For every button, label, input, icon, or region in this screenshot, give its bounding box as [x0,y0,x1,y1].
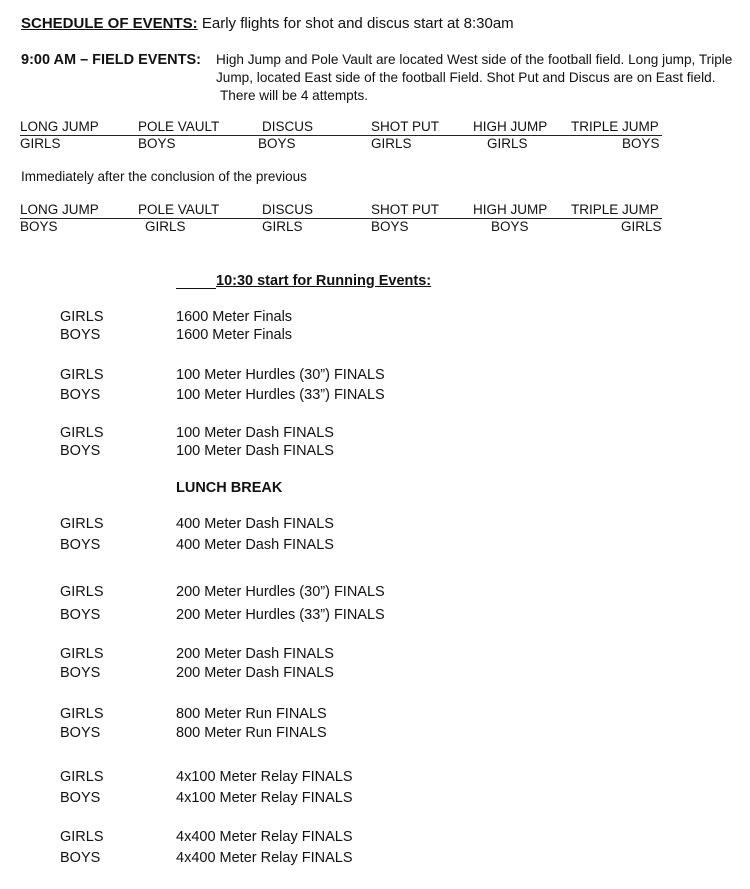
flight1-gender-triple-jump: BOYS [622,136,660,151]
field-desc-line-2: Jump, located East side of the football Field. Shot Put and Discus are on East field. [216,70,716,85]
group1-event-2: 1600 Meter Finals [176,327,293,343]
flight1-gender-pole-vault: BOYS [138,136,176,151]
group7-event-2: 800 Meter Run FINALS [176,725,327,741]
flight2-event-shot-put: SHOT PUT [371,202,440,217]
group7-gender-1: GIRLS [60,706,104,722]
group5-event-1: 200 Meter Hurdles (30”) FINALS [176,584,385,600]
group3-gender-2: BOYS [60,443,101,459]
field-desc-line-3: There will be 4 attempts. [220,88,369,103]
group8-gender-2: BOYS [60,790,101,806]
group5-gender-1: GIRLS [60,584,104,600]
group9-gender-2: BOYS [60,850,101,866]
group1-gender-2: BOYS [60,327,101,343]
group4-gender-2: BOYS [60,537,101,553]
group4-event-2: 400 Meter Dash FINALS [176,537,334,553]
flight1-event-triple-jump: TRIPLE JUMP [571,119,659,134]
flight2-event-discus: DISCUS [262,202,314,217]
group2-event-1: 100 Meter Hurdles (30”) FINALS [176,367,385,383]
flight2-event-pole-vault: POLE VAULT [138,202,220,217]
flight2-gender-shot-put: BOYS [371,219,409,234]
flight1-event-long-jump: LONG JUMP [20,119,99,134]
flight1-event-discus: DISCUS [262,119,314,134]
group7-gender-2: BOYS [60,725,101,741]
group4-event-1: 400 Meter Dash FINALS [176,516,334,532]
group5-gender-2: BOYS [60,607,101,623]
flight1-gender-long-jump: GIRLS [20,136,61,151]
schedule-title: SCHEDULE OF EVENTS: [21,15,198,32]
group5-event-2: 200 Meter Hurdles (33”) FINALS [176,607,385,623]
field-events-description [216,51,732,105]
group7-event-1: 800 Meter Run FINALS [176,706,327,722]
running-events-title [176,273,431,289]
group6-gender-2: BOYS [60,665,101,681]
group6-gender-1: GIRLS [60,646,104,662]
group6-event-2: 200 Meter Dash FINALS [176,665,334,681]
group9-event-1: 4x400 Meter Relay FINALS [176,829,353,845]
flight2-event-triple-jump: TRIPLE JUMP [571,202,659,217]
second-flight-rule [20,218,662,219]
flight1-gender-shot-put: GIRLS [371,136,412,151]
flight2-gender-pole-vault: GIRLS [145,219,186,234]
title-underline-lead [176,274,216,289]
group8-event-2: 4x100 Meter Relay FINALS [176,790,353,806]
group8-event-1: 4x100 Meter Relay FINALS [176,769,353,785]
flight2-gender-long-jump: BOYS [20,219,58,234]
field-events-label: 9:00 AM – FIELD EVENTS: [21,52,201,68]
group2-event-2: 100 Meter Hurdles (33”) FINALS [176,387,385,403]
running-title-text: 10:30 start for Running Events: [216,273,432,289]
second-flight-table [20,202,662,236]
group6-event-1: 200 Meter Dash FINALS [176,646,334,662]
flight2-gender-discus: GIRLS [262,219,303,234]
group2-gender-2: BOYS [60,387,101,403]
schedule-subtitle: Early flights for shot and discus start at 8:30am [201,15,514,32]
group3-event-2: 100 Meter Dash FINALS [176,443,334,459]
field-desc-line-1: High Jump and Pole Vault are located West side of the football field. Long jump, Triple [216,52,733,67]
between-flights-note: Immediately after the conclusion of the previous [21,169,307,184]
flight1-gender-high-jump: GIRLS [487,136,528,151]
flight2-event-long-jump: LONG JUMP [20,202,99,217]
schedule-header [21,15,514,32]
flight1-event-pole-vault: POLE VAULT [138,119,220,134]
group1-gender-1: GIRLS [60,309,104,325]
flight2-gender-high-jump: BOYS [491,219,529,234]
group8-gender-1: GIRLS [60,769,104,785]
group3-event-1: 100 Meter Dash FINALS [176,425,334,441]
first-flight-table [20,119,662,153]
lunch-break: LUNCH BREAK [176,480,283,496]
group1-event-1: 1600 Meter Finals [176,309,293,325]
flight2-event-high-jump: HIGH JUMP [473,202,548,217]
group4-gender-1: GIRLS [60,516,104,532]
group3-gender-1: GIRLS [60,425,104,441]
group2-gender-1: GIRLS [60,367,104,383]
flight1-event-shot-put: SHOT PUT [371,119,440,134]
first-flight-rule [20,135,662,136]
group9-event-2: 4x400 Meter Relay FINALS [176,850,353,866]
group9-gender-1: GIRLS [60,829,104,845]
flight2-gender-triple-jump: GIRLS [621,219,662,234]
flight1-event-high-jump: HIGH JUMP [473,119,548,134]
flight1-gender-discus: BOYS [258,136,296,151]
